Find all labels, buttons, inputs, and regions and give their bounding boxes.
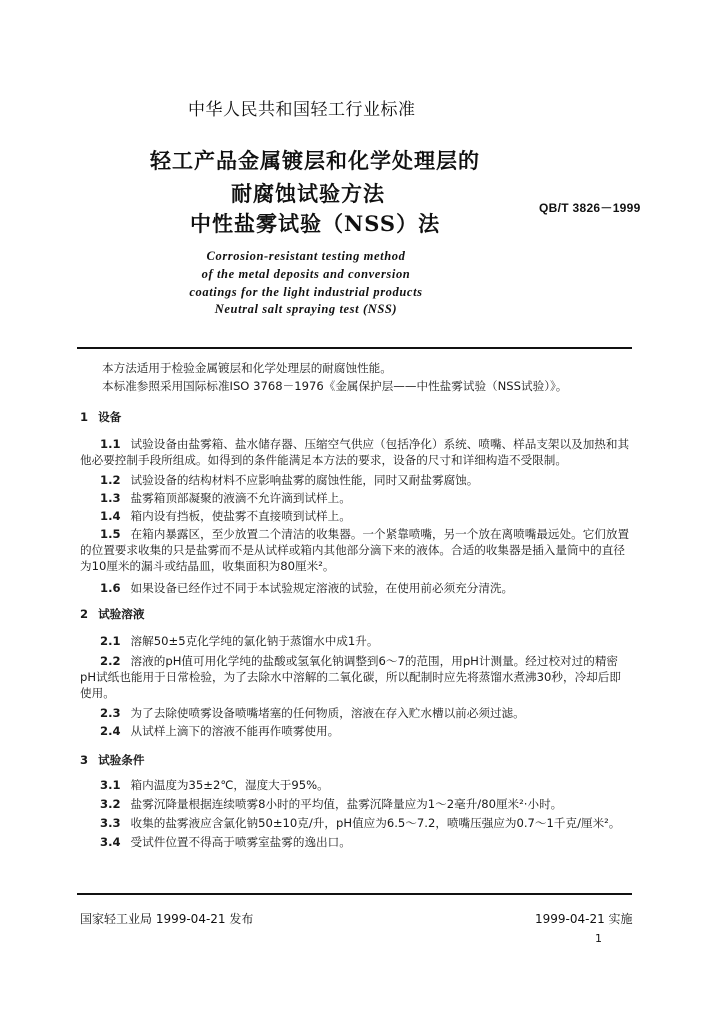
clause-1-1 (80, 436, 632, 468)
clause-2-1 (80, 633, 632, 649)
clause-text: 为了去除使喷雾设备喷嘴堵塞的任何物质，溶液在存入贮水槽以前必须过滤。 (130, 706, 525, 720)
section-title: 试验条件 (98, 753, 145, 767)
implementation-date: 1999-04-21 实施 (535, 912, 633, 926)
clause-number: 1.1 (100, 437, 121, 451)
clause-text: 箱内温度为35±2℃，湿度大于95%。 (130, 778, 329, 792)
issue-date: 国家轻工业局 1999-04-21 发布 (80, 912, 254, 926)
clause-2-4 (80, 723, 632, 739)
title-line-1: 轻工产品金属镀层和化学处理层的 (150, 148, 480, 173)
clause-2-2 (80, 653, 632, 701)
english-title-line-1: Corrosion-resistant testing method (206, 249, 406, 263)
clause-2-3 (80, 705, 632, 721)
clause-number: 1.5 (100, 527, 121, 541)
clause-number: 2.2 (100, 654, 121, 668)
clause-3-2 (80, 796, 632, 812)
clause-number: 3.4 (100, 835, 121, 849)
clause-text: 从试样上滴下的溶液不能再作喷雾使用。 (130, 724, 340, 738)
clause-number: 1.2 (100, 473, 121, 487)
section-number: 1 (80, 410, 89, 424)
clause-number: 1.4 (100, 509, 121, 523)
page-number: 1 (595, 932, 602, 945)
header-divider (77, 347, 632, 349)
section-3-heading (80, 752, 632, 768)
clause-text: 收集的盐雾液应含氯化钠50±10克/升，pH值应为6.5～7.2，喷嘴压强应为0.7～1千克/厘米²。 (130, 816, 621, 830)
clause-1-2 (80, 472, 632, 488)
title-line-2: 耐腐蚀试验方法 (231, 181, 385, 206)
clause-number: 2.3 (100, 706, 121, 720)
clause-text: 箱内设有挡板，使盐雾不直接喷到试样上。 (130, 509, 351, 523)
clause-3-4 (80, 834, 632, 850)
clause-text: 受试件位置不得高于喷雾室盐雾的逸出口。 (130, 835, 351, 849)
section-title: 试验溶液 (98, 607, 145, 621)
clause-number: 3.1 (100, 778, 121, 792)
section-2-heading (80, 606, 632, 622)
clause-number: 2.4 (100, 724, 121, 738)
clause-1-6 (80, 580, 632, 596)
clause-1-5 (80, 526, 632, 574)
english-title-line-3: coatings for the light industrial products (189, 285, 423, 299)
clause-3-3 (80, 815, 632, 831)
clause-text: 试验设备的结构材料不应影响盐雾的腐蚀性能，同时又耐盐雾腐蚀。 (130, 473, 479, 487)
clause-number: 1.6 (100, 581, 121, 595)
title-line-3: 中性盐雾试验（NSS）法 (190, 211, 441, 236)
clause-text: 盐雾箱顶部凝聚的液滴不允许滴到试样上。 (130, 491, 351, 505)
clause-text: 试验设备由盐雾箱、盐水储存器、压缩空气供应（包括净化）系统、喷嘴、样品支架以及加热和其他必要控制手段所组成。如得到的条件能满足本方法的要求，设备的尺寸和详细构造不受限制。 (80, 437, 630, 467)
section-number: 3 (80, 753, 89, 767)
clause-text: 如果设备已经作过不同于本试验规定溶液的试验，在使用前必须充分清洗。 (130, 581, 514, 595)
clause-1-4 (80, 508, 632, 524)
section-title: 设备 (98, 410, 122, 424)
clause-text: 溶液的pH值可用化学纯的盐酸或氢氧化钠调整到6～7的范围，用pH计测量。经过校对过的精密pH试纸也能用于日常检验，为了去除水中溶解的二氧化碳，所以配制时应先将蒸馏水煮沸30秒，冷却后即使用。 (80, 654, 621, 700)
footer-divider (77, 893, 632, 895)
standard-number: QB/T 3826－1999 (539, 201, 641, 215)
clause-number: 2.1 (100, 634, 121, 648)
clause-text: 在箱内暴露区，至少放置二个清洁的收集器。一个紧靠喷嘴，另一个放在离喷嘴最远处。它们放置的位置要求收集的只是盐雾而不是从试样或箱内其他部分滴下来的液体。合适的收集器是插入量筒中的直径为10厘米的漏斗或结晶皿，收集面积为80厘米²。 (80, 527, 630, 573)
clause-number: 1.3 (100, 491, 121, 505)
issuing-standard-header: 中华人民共和国轻工行业标准 (188, 100, 416, 120)
clause-text: 盐雾沉降量根据连续喷雾8小时的平均值，盐雾沉降量应为1～2毫升/80厘米²·小时。 (130, 797, 563, 811)
clause-number: 3.2 (100, 797, 121, 811)
intro-paragraph-2: 本标准参照采用国际标准ISO 3768－1976《金属保护层——中性盐雾试验（NSS试验）》。 (102, 379, 568, 393)
english-title-line-2: of the metal deposits and conversion (201, 267, 411, 281)
intro-paragraph-1: 本方法适用于检验金属镀层和化学处理层的耐腐蚀性能。 (102, 361, 392, 375)
clause-1-3 (80, 490, 632, 506)
clause-text: 溶解50±5克化学纯的氯化钠于蒸馏水中成1升。 (130, 634, 379, 648)
section-1-heading (80, 409, 632, 425)
clause-3-1 (80, 777, 632, 793)
clause-number: 3.3 (100, 816, 121, 830)
english-title-line-4: Neutral salt spraying test (NSS) (214, 302, 398, 316)
section-number: 2 (80, 607, 89, 621)
